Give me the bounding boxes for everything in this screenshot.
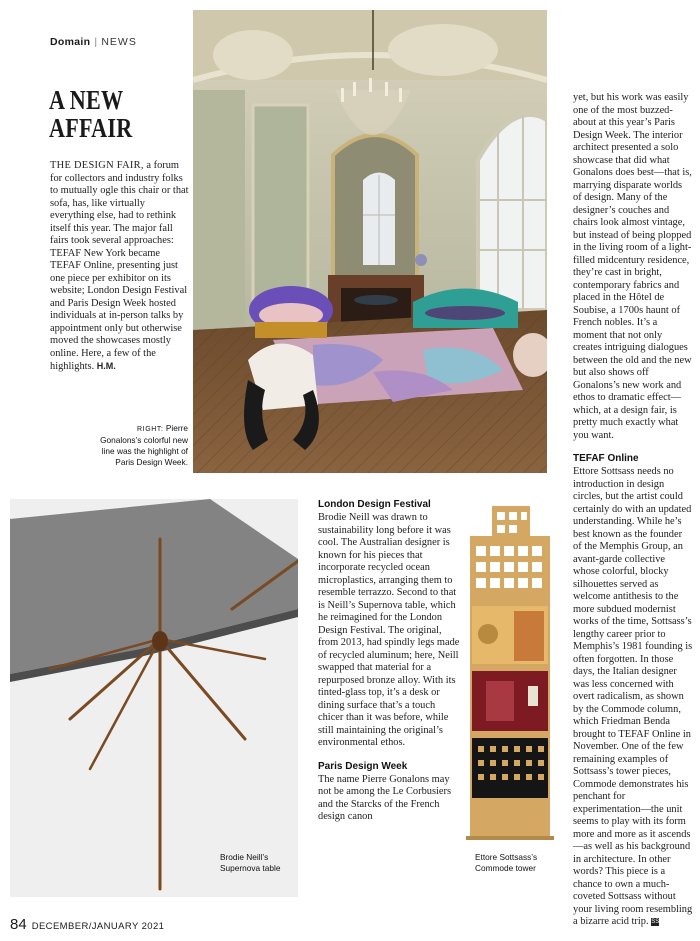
tefaf-text: Ettore Sottsass needs no introduction in design circles, but the artist could certainly do with an updated understanding. While he’s best known as the founder of the Memphis Group, an avant-garde collective whose colorful, blocky silhouettes served as welcome antithesis to the more subdued modernist works of the time, Sottsass’s lengthy career prior to Memphis’s 1981 founding is often forgotten. In those days, the Italian designer was less concerned with overt radicalism, as shown by the Commode column, which Friedman Benda brought to TEFAF Online in November. One of the few remaining examples of Sottsass’s tower pieces, Commode demonstrates his penchant for experimentation—the unit seems to play with its form more and more as it ascends—as well as his background in architecture. In other words? This piece is a chance to own a much-coveted Sottsass without your living room resembling a bizarre acid trip.	[573, 466, 693, 927]
paris-text-continued: yet, but his work was easily one of the most buzzed-about at this year’s Paris Design Week. The interior architect presented a solo showcase that did what Gonalons does best—that is, marrying disparate worlds of design. Many of the designer’s couches and chairs look almost vintage, but instead of being plopped in the living room of a light-filled midcentury residence, they’re cast in bright, contemporary fabrics and placed in the Hôtel de Soubise, a 1700s haunt of French nobles. It’s a moment that not only creates intriguing dialogues between the old and the new but also shows off Gonalons’s new work and ethos to dramatic effect—which, at a design fair, is pretty much exactly what you want.	[573, 92, 692, 441]
tower-caption: Ettore Sottsass’s Commode tower	[475, 852, 538, 873]
salon-caption	[100, 423, 188, 468]
caption-text: Pierre Gonalons’s colorful new line was the highlight of Paris Design Week.	[100, 423, 188, 467]
headline: A NEW AFFAIR	[49, 85, 133, 143]
author-initials: H.M.	[96, 361, 116, 371]
paris-text-start: The name Pierre Gonalons may not be among the Le Corbusiers and the Starcks of the French design canon	[318, 773, 452, 822]
tower-illustration	[458, 506, 563, 846]
column-right	[573, 92, 693, 929]
intro-lead: THE DESIGN FAIR,	[50, 160, 144, 171]
section-divider: |	[94, 36, 98, 48]
london-text: Brodie Neill was drawn to sustainability long before it was cool. The Australian designer is known for his pieces that incorporate recycled ocean microplastics, arranging them to resemble terrazzo. Second to that is Neill’s Supernova table, which he reimagined for the London Design Festival. The original, from 2013, had spindly legs made of recycled aluminum; here, Neill swapped that material for a repurposed bronze alloy. With its tinted-glass top, it’s a desk or dining surface that’s a touch chicer than it was before, while still maintaining the original’s environmental ethos.	[318, 512, 460, 748]
page-number: 84	[10, 916, 27, 933]
section-label	[50, 36, 137, 48]
salon-illustration	[193, 10, 547, 473]
tower-photo	[458, 506, 563, 846]
table-illustration	[10, 499, 298, 897]
section-name: NEWS	[101, 36, 137, 48]
brand-name: Domain	[50, 36, 91, 48]
issue-date: DECEMBER/JANUARY 2021	[31, 921, 165, 932]
page-footer	[10, 916, 164, 934]
table-caption: Brodie Neill’s Supernova table	[220, 852, 281, 873]
intro-text: a forum for collectors and industry folks to mutually ogle this chair or that sofa, has, like virtually everything else, had to rethink itself this year. The major fall fairs took several approaches: TEFAF New York became TEFAF Online, presenting just one piece per exhibitor on its website; London Design Festival and Paris Design Week hosted individuals at in-person talks by appointment only but otherwise moved the showcases mostly online. Here, a few of the highlights.	[50, 160, 189, 372]
salon-photo	[193, 10, 547, 473]
column-middle	[318, 498, 460, 824]
end-mark-icon: SS	[651, 918, 660, 925]
caption-direction: RIGHT:	[137, 426, 164, 433]
intro-paragraph	[50, 160, 190, 374]
paris-heading: Paris Design Week	[318, 760, 408, 772]
london-heading: London Design Festival	[318, 499, 431, 510]
tefaf-heading: TEFAF Online	[573, 453, 639, 464]
table-photo	[10, 499, 298, 897]
